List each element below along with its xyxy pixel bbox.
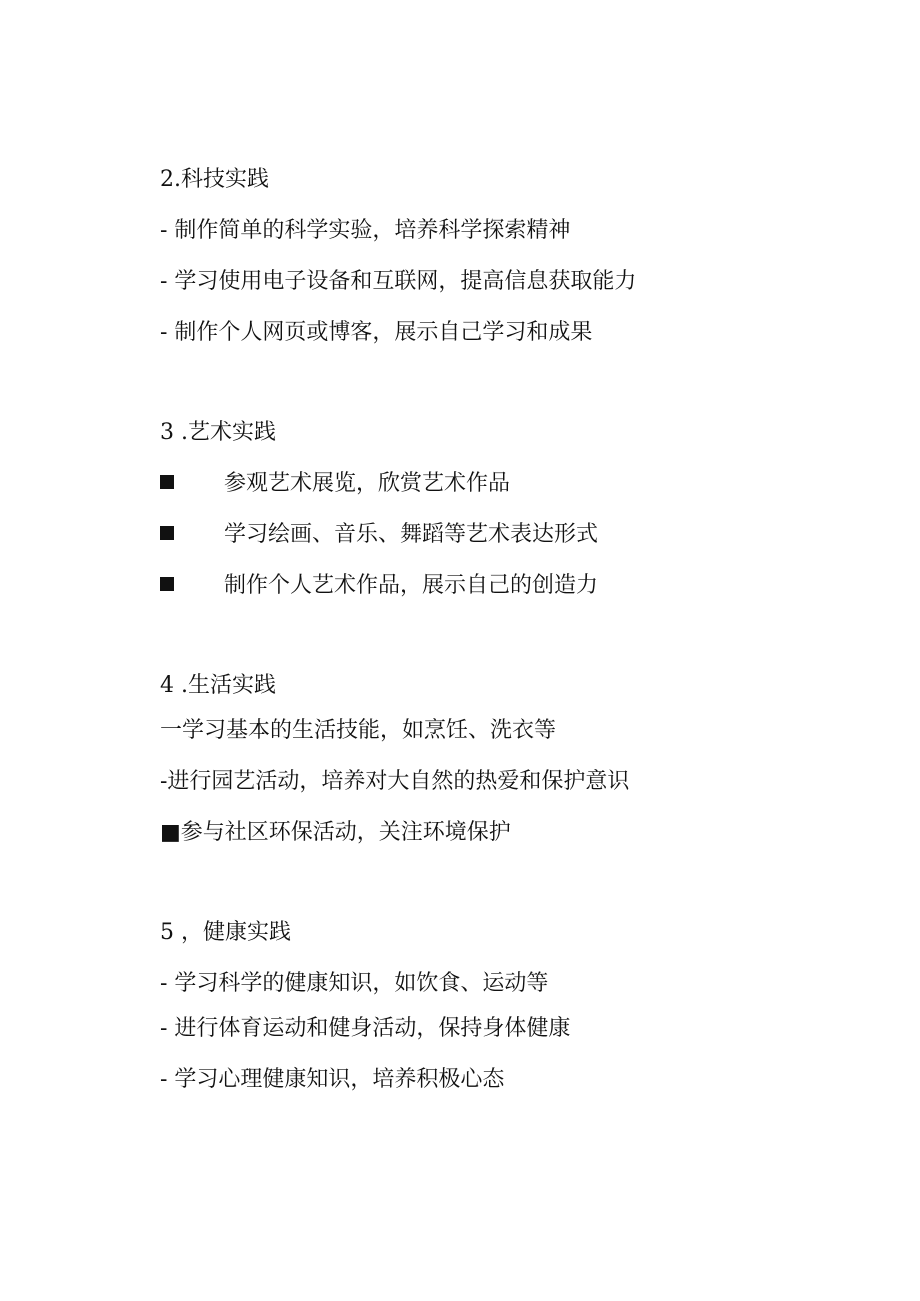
bullet-square-icon (160, 475, 174, 489)
section-heading-art: 3 .艺术实践 (160, 420, 276, 445)
list-item-text: 学习绘画、音乐、舞蹈等艺术表达形式 (224, 522, 599, 547)
list-item: -进行园艺活动，培养对大自然的热爱和保护意识 (160, 769, 630, 794)
list-item: - 学习心理健康知识，培养积极心态 (160, 1067, 505, 1092)
list-item-text: 制作个人艺术作品，展示自己的创造力 (224, 573, 599, 598)
bullet-square-icon (160, 526, 174, 540)
list-item: 一学习基本的生活技能，如烹饪、洗衣等 (160, 718, 557, 743)
list-item: - 学习科学的健康知识，如饮食、运动等 (160, 971, 549, 996)
list-item: - 学习使用电子设备和互联网，提高信息获取能力 (160, 269, 637, 294)
bullet-square-icon (160, 577, 174, 591)
list-item: - 制作简单的科学实验，培养科学探索精神 (160, 218, 571, 243)
list-item: ■参与社区环保活动，关注环境保护 (160, 820, 511, 845)
section-heading-health: 5 ，健康实践 (160, 920, 291, 945)
list-item (160, 470, 510, 498)
list-item (160, 572, 598, 600)
section-heading-life: 4 .生活实践 (160, 673, 276, 698)
section-heading-tech: 2.科技实践 (160, 167, 269, 192)
list-item-text: 参观艺术展览，欣赏艺术作品 (224, 471, 511, 496)
list-item: - 进行体育运动和健身活动，保持身体健康 (160, 1016, 571, 1041)
list-item (160, 521, 598, 549)
list-item: - 制作个人网页或博客，展示自己学习和成果 (160, 320, 593, 345)
